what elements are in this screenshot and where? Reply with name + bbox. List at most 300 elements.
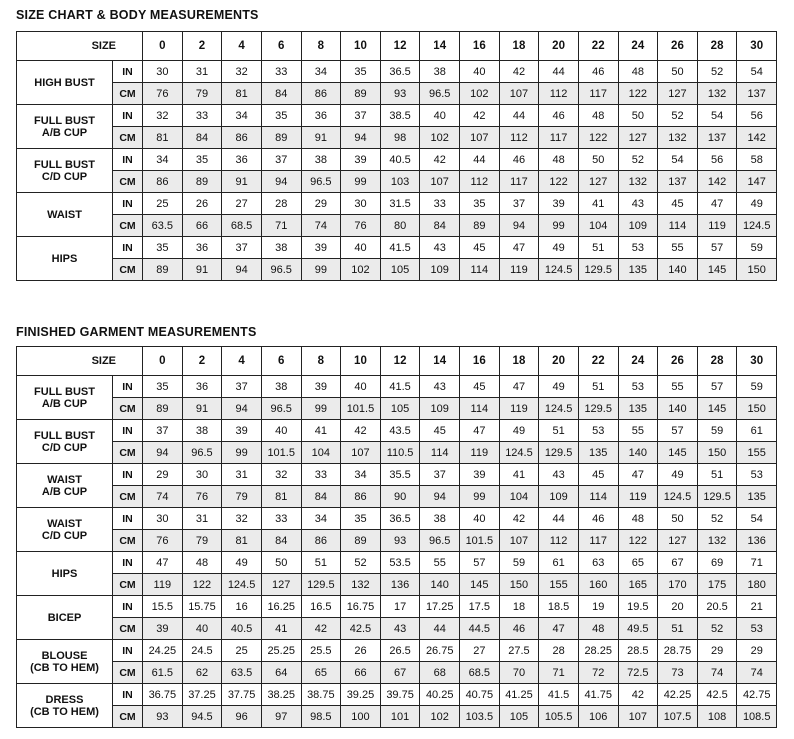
value-cell-in: 42.75 [737, 684, 777, 706]
value-cell-in: 42 [420, 149, 460, 171]
size-column-header: 8 [301, 32, 341, 61]
measurement-row-cm [17, 215, 777, 237]
size-column-header: 28 [697, 347, 737, 376]
value-cell-cm: 61.5 [143, 662, 183, 684]
value-cell-cm: 101.5 [261, 442, 301, 464]
garment-measurements-table [16, 346, 777, 728]
value-cell-in: 25 [222, 640, 262, 662]
value-cell-in: 53 [618, 376, 658, 398]
value-cell-cm: 127 [658, 530, 698, 552]
value-cell-cm: 145 [697, 398, 737, 420]
value-cell-in: 32 [222, 508, 262, 530]
measurement-label: HIGH BUST [17, 61, 113, 105]
value-cell-cm: 160 [578, 574, 618, 596]
value-cell-cm: 64 [261, 662, 301, 684]
value-cell-in: 48 [539, 149, 579, 171]
value-cell-cm: 94 [341, 127, 381, 149]
value-cell-in: 37 [341, 105, 381, 127]
unit-label-in: IN [113, 684, 143, 706]
value-cell-cm: 90 [380, 486, 420, 508]
value-cell-in: 40 [341, 237, 381, 259]
value-cell-cm: 114 [578, 486, 618, 508]
value-cell-cm: 102 [420, 127, 460, 149]
measurement-row-in [17, 596, 777, 618]
value-cell-cm: 89 [341, 530, 381, 552]
value-cell-in: 38 [420, 61, 460, 83]
value-cell-in: 54 [737, 61, 777, 83]
unit-label-in: IN [113, 376, 143, 398]
value-cell-cm: 117 [578, 83, 618, 105]
value-cell-cm: 129.5 [578, 259, 618, 281]
measurement-label: WAIST C/D CUP [17, 508, 113, 552]
value-cell-in: 51 [578, 237, 618, 259]
value-cell-in: 31 [182, 61, 222, 83]
garment-measurements-title: FINISHED GARMENT MEASUREMENTS [16, 325, 257, 339]
value-cell-cm: 129.5 [301, 574, 341, 596]
value-cell-in: 44 [460, 149, 500, 171]
value-cell-cm: 170 [658, 574, 698, 596]
value-cell-in: 17.25 [420, 596, 460, 618]
value-cell-in: 29 [697, 640, 737, 662]
value-cell-cm: 63.5 [222, 662, 262, 684]
measurement-row-cm [17, 618, 777, 640]
value-cell-cm: 74 [301, 215, 341, 237]
value-cell-in: 52 [341, 552, 381, 574]
value-cell-in: 26.5 [380, 640, 420, 662]
value-cell-in: 16 [222, 596, 262, 618]
value-cell-cm: 94 [222, 259, 262, 281]
value-cell-cm: 41 [261, 618, 301, 640]
value-cell-cm: 93 [143, 706, 183, 728]
value-cell-in: 51 [697, 464, 737, 486]
value-cell-cm: 89 [182, 171, 222, 193]
value-cell-cm: 51 [658, 618, 698, 640]
size-column-header: 4 [222, 32, 262, 61]
value-cell-in: 52 [697, 61, 737, 83]
value-cell-in: 50 [618, 105, 658, 127]
value-cell-cm: 137 [658, 171, 698, 193]
value-cell-in: 37 [222, 376, 262, 398]
size-column-header: 4 [222, 347, 262, 376]
value-cell-in: 45 [460, 237, 500, 259]
size-column-header: 26 [658, 347, 698, 376]
value-cell-in: 36.5 [380, 61, 420, 83]
value-cell-cm: 124.5 [539, 259, 579, 281]
measurement-row-in [17, 376, 777, 398]
value-cell-in: 19 [578, 596, 618, 618]
value-cell-in: 30 [143, 61, 183, 83]
size-column-header: 2 [182, 32, 222, 61]
value-cell-cm: 43 [380, 618, 420, 640]
value-cell-in: 19.5 [618, 596, 658, 618]
value-cell-cm: 94 [499, 215, 539, 237]
value-cell-in: 59 [499, 552, 539, 574]
value-cell-in: 43 [539, 464, 579, 486]
value-cell-in: 36 [182, 237, 222, 259]
value-cell-in: 38 [420, 508, 460, 530]
unit-label-in: IN [113, 149, 143, 171]
measurement-row-in [17, 464, 777, 486]
unit-label-cm: CM [113, 618, 143, 640]
value-cell-in: 52 [697, 508, 737, 530]
value-cell-cm: 103 [380, 171, 420, 193]
value-cell-in: 46 [499, 149, 539, 171]
value-cell-cm: 147 [737, 171, 777, 193]
value-cell-in: 37.75 [222, 684, 262, 706]
value-cell-in: 34 [222, 105, 262, 127]
value-cell-cm: 150 [499, 574, 539, 596]
value-cell-in: 44 [499, 105, 539, 127]
value-cell-cm: 107 [460, 127, 500, 149]
value-cell-cm: 81 [261, 486, 301, 508]
value-cell-cm: 98.5 [301, 706, 341, 728]
value-cell-in: 59 [737, 376, 777, 398]
value-cell-in: 61 [539, 552, 579, 574]
value-cell-in: 39 [341, 149, 381, 171]
value-cell-cm: 137 [697, 127, 737, 149]
value-cell-in: 47 [499, 237, 539, 259]
value-cell-in: 41 [578, 193, 618, 215]
body-measurements-title: SIZE CHART & BODY MEASUREMENTS [16, 8, 259, 22]
value-cell-cm: 93 [380, 83, 420, 105]
value-cell-in: 39 [539, 193, 579, 215]
value-cell-cm: 46 [499, 618, 539, 640]
value-cell-in: 40 [420, 105, 460, 127]
unit-label-cm: CM [113, 662, 143, 684]
header-row [17, 347, 777, 376]
value-cell-in: 67 [658, 552, 698, 574]
value-cell-in: 50 [578, 149, 618, 171]
value-cell-in: 45 [460, 376, 500, 398]
value-cell-in: 69 [697, 552, 737, 574]
value-cell-in: 56 [737, 105, 777, 127]
value-cell-cm: 80 [380, 215, 420, 237]
value-cell-in: 49 [539, 376, 579, 398]
value-cell-in: 51 [539, 420, 579, 442]
value-cell-in: 47 [499, 376, 539, 398]
value-cell-cm: 145 [697, 259, 737, 281]
value-cell-cm: 150 [737, 259, 777, 281]
value-cell-in: 17.5 [460, 596, 500, 618]
value-cell-in: 18.5 [539, 596, 579, 618]
value-cell-cm: 142 [697, 171, 737, 193]
value-cell-in: 47 [460, 420, 500, 442]
size-column-header: 0 [143, 32, 183, 61]
measurement-row-in [17, 237, 777, 259]
value-cell-in: 37 [261, 149, 301, 171]
value-cell-cm: 100 [341, 706, 381, 728]
measurement-row-in [17, 193, 777, 215]
value-cell-cm: 101.5 [341, 398, 381, 420]
size-column-header: 22 [578, 347, 618, 376]
value-cell-cm: 89 [261, 127, 301, 149]
value-cell-in: 55 [658, 237, 698, 259]
header-row [17, 32, 777, 61]
size-header: SIZE [17, 32, 143, 61]
value-cell-in: 57 [697, 237, 737, 259]
value-cell-in: 18 [499, 596, 539, 618]
value-cell-cm: 91 [182, 398, 222, 420]
unit-label-in: IN [113, 552, 143, 574]
value-cell-cm: 86 [341, 486, 381, 508]
value-cell-in: 49 [222, 552, 262, 574]
value-cell-cm: 96.5 [261, 259, 301, 281]
size-column-header: 6 [261, 32, 301, 61]
measurement-row-cm [17, 259, 777, 281]
value-cell-in: 50 [658, 508, 698, 530]
value-cell-cm: 76 [341, 215, 381, 237]
value-cell-cm: 112 [499, 127, 539, 149]
size-column-header: 24 [618, 347, 658, 376]
value-cell-cm: 105 [380, 398, 420, 420]
value-cell-cm: 49.5 [618, 618, 658, 640]
value-cell-cm: 94 [420, 486, 460, 508]
value-cell-in: 27 [460, 640, 500, 662]
value-cell-cm: 107.5 [658, 706, 698, 728]
value-cell-in: 35 [143, 376, 183, 398]
value-cell-in: 40 [460, 508, 500, 530]
value-cell-in: 38.5 [380, 105, 420, 127]
value-cell-in: 48 [618, 508, 658, 530]
value-cell-cm: 79 [182, 83, 222, 105]
value-cell-cm: 96.5 [420, 530, 460, 552]
value-cell-cm: 180 [737, 574, 777, 596]
value-cell-in: 20 [658, 596, 698, 618]
measurement-label: WAIST A/B CUP [17, 464, 113, 508]
measurement-label: BICEP [17, 596, 113, 640]
value-cell-cm: 39 [143, 618, 183, 640]
value-cell-cm: 99 [222, 442, 262, 464]
value-cell-in: 42 [618, 684, 658, 706]
value-cell-cm: 84 [301, 486, 341, 508]
value-cell-in: 59 [737, 237, 777, 259]
value-cell-in: 29 [737, 640, 777, 662]
value-cell-cm: 150 [697, 442, 737, 464]
value-cell-in: 35 [143, 237, 183, 259]
value-cell-cm: 135 [618, 398, 658, 420]
value-cell-cm: 106 [578, 706, 618, 728]
measurement-row-cm [17, 530, 777, 552]
value-cell-cm: 40.5 [222, 618, 262, 640]
unit-label-in: IN [113, 61, 143, 83]
value-cell-in: 39 [222, 420, 262, 442]
value-cell-cm: 102 [341, 259, 381, 281]
value-cell-cm: 86 [222, 127, 262, 149]
value-cell-cm: 107 [618, 706, 658, 728]
value-cell-cm: 96.5 [182, 442, 222, 464]
value-cell-in: 59 [697, 420, 737, 442]
value-cell-cm: 104 [499, 486, 539, 508]
value-cell-in: 38.25 [261, 684, 301, 706]
value-cell-in: 35 [182, 149, 222, 171]
value-cell-cm: 74 [143, 486, 183, 508]
value-cell-cm: 122 [618, 83, 658, 105]
value-cell-cm: 89 [143, 398, 183, 420]
value-cell-in: 34 [341, 464, 381, 486]
value-cell-in: 33 [301, 464, 341, 486]
value-cell-cm: 84 [261, 530, 301, 552]
size-column-header: 0 [143, 347, 183, 376]
value-cell-in: 24.5 [182, 640, 222, 662]
measurement-label: HIPS [17, 237, 113, 281]
measurement-row-in [17, 552, 777, 574]
value-cell-cm: 112 [460, 171, 500, 193]
value-cell-in: 38 [182, 420, 222, 442]
value-cell-in: 17 [380, 596, 420, 618]
value-cell-in: 27 [222, 193, 262, 215]
value-cell-in: 58 [737, 149, 777, 171]
value-cell-in: 26 [182, 193, 222, 215]
value-cell-in: 50 [261, 552, 301, 574]
value-cell-cm: 76 [143, 530, 183, 552]
measurement-row-in [17, 508, 777, 530]
value-cell-cm: 99 [460, 486, 500, 508]
value-cell-cm: 140 [618, 442, 658, 464]
value-cell-cm: 89 [143, 259, 183, 281]
value-cell-cm: 140 [420, 574, 460, 596]
value-cell-cm: 136 [737, 530, 777, 552]
value-cell-cm: 124.5 [222, 574, 262, 596]
measurement-row-cm [17, 171, 777, 193]
value-cell-in: 28 [539, 640, 579, 662]
value-cell-in: 61 [737, 420, 777, 442]
value-cell-in: 34 [143, 149, 183, 171]
value-cell-cm: 122 [578, 127, 618, 149]
value-cell-in: 36 [182, 376, 222, 398]
value-cell-cm: 79 [222, 486, 262, 508]
value-cell-in: 37 [420, 464, 460, 486]
value-cell-in: 47 [618, 464, 658, 486]
value-cell-in: 33 [182, 105, 222, 127]
value-cell-cm: 53 [737, 618, 777, 640]
unit-label-in: IN [113, 508, 143, 530]
value-cell-cm: 155 [737, 442, 777, 464]
value-cell-in: 44 [539, 508, 579, 530]
body-measurements-table [16, 31, 777, 281]
value-cell-cm: 99 [539, 215, 579, 237]
value-cell-cm: 94 [222, 398, 262, 420]
size-column-header: 28 [697, 32, 737, 61]
value-cell-cm: 132 [697, 83, 737, 105]
value-cell-cm: 137 [737, 83, 777, 105]
value-cell-in: 31.5 [380, 193, 420, 215]
value-cell-in: 26.75 [420, 640, 460, 662]
measurement-row-cm [17, 574, 777, 596]
value-cell-in: 37 [499, 193, 539, 215]
value-cell-in: 56 [697, 149, 737, 171]
value-cell-in: 42 [341, 420, 381, 442]
value-cell-in: 53 [737, 464, 777, 486]
value-cell-cm: 119 [499, 398, 539, 420]
value-cell-cm: 81 [222, 83, 262, 105]
value-cell-in: 38.75 [301, 684, 341, 706]
value-cell-in: 63 [578, 552, 618, 574]
value-cell-in: 24.25 [143, 640, 183, 662]
value-cell-cm: 91 [182, 259, 222, 281]
value-cell-cm: 117 [578, 530, 618, 552]
value-cell-in: 37 [222, 237, 262, 259]
value-cell-cm: 94.5 [182, 706, 222, 728]
value-cell-cm: 107 [420, 171, 460, 193]
size-column-header: 18 [499, 347, 539, 376]
value-cell-in: 33 [261, 61, 301, 83]
value-cell-in: 21 [737, 596, 777, 618]
value-cell-cm: 127 [618, 127, 658, 149]
value-cell-in: 44 [539, 61, 579, 83]
value-cell-cm: 89 [341, 83, 381, 105]
measurement-row-cm [17, 662, 777, 684]
value-cell-in: 57 [460, 552, 500, 574]
value-cell-cm: 119 [697, 215, 737, 237]
value-cell-in: 35 [341, 61, 381, 83]
value-cell-in: 43.5 [380, 420, 420, 442]
value-cell-cm: 155 [539, 574, 579, 596]
value-cell-cm: 127 [578, 171, 618, 193]
value-cell-cm: 114 [460, 398, 500, 420]
measurement-label: FULL BUST A/B CUP [17, 376, 113, 420]
value-cell-cm: 93 [380, 530, 420, 552]
value-cell-in: 32 [261, 464, 301, 486]
value-cell-cm: 114 [420, 442, 460, 464]
size-column-header: 12 [380, 32, 420, 61]
value-cell-cm: 72.5 [618, 662, 658, 684]
size-column-header: 10 [341, 347, 381, 376]
value-cell-cm: 79 [182, 530, 222, 552]
value-cell-in: 41.25 [499, 684, 539, 706]
value-cell-in: 32 [143, 105, 183, 127]
value-cell-in: 35 [341, 508, 381, 530]
value-cell-in: 43 [420, 376, 460, 398]
value-cell-in: 41.75 [578, 684, 618, 706]
value-cell-cm: 117 [539, 127, 579, 149]
value-cell-in: 42 [499, 508, 539, 530]
value-cell-in: 41.5 [380, 376, 420, 398]
unit-label-cm: CM [113, 530, 143, 552]
value-cell-in: 42.25 [658, 684, 698, 706]
unit-label-in: IN [113, 464, 143, 486]
value-cell-in: 30 [341, 193, 381, 215]
size-column-header: 20 [539, 32, 579, 61]
value-cell-in: 16.5 [301, 596, 341, 618]
value-cell-in: 39.75 [380, 684, 420, 706]
value-cell-cm: 124.5 [499, 442, 539, 464]
value-cell-in: 53 [578, 420, 618, 442]
value-cell-in: 42 [499, 61, 539, 83]
value-cell-cm: 104 [301, 442, 341, 464]
value-cell-cm: 65 [301, 662, 341, 684]
size-column-header: 8 [301, 347, 341, 376]
value-cell-in: 39 [301, 376, 341, 398]
size-column-header: 18 [499, 32, 539, 61]
value-cell-in: 54 [737, 508, 777, 530]
value-cell-cm: 117 [499, 171, 539, 193]
value-cell-cm: 68.5 [460, 662, 500, 684]
value-cell-in: 35 [460, 193, 500, 215]
value-cell-in: 16.25 [261, 596, 301, 618]
value-cell-cm: 114 [658, 215, 698, 237]
value-cell-in: 25 [143, 193, 183, 215]
value-cell-in: 55 [618, 420, 658, 442]
value-cell-cm: 122 [182, 574, 222, 596]
value-cell-cm: 66 [341, 662, 381, 684]
measurement-row-in [17, 149, 777, 171]
value-cell-in: 65 [618, 552, 658, 574]
value-cell-cm: 44.5 [460, 618, 500, 640]
value-cell-cm: 109 [618, 215, 658, 237]
value-cell-in: 36 [301, 105, 341, 127]
size-header: SIZE [17, 347, 143, 376]
measurement-row-cm [17, 706, 777, 728]
